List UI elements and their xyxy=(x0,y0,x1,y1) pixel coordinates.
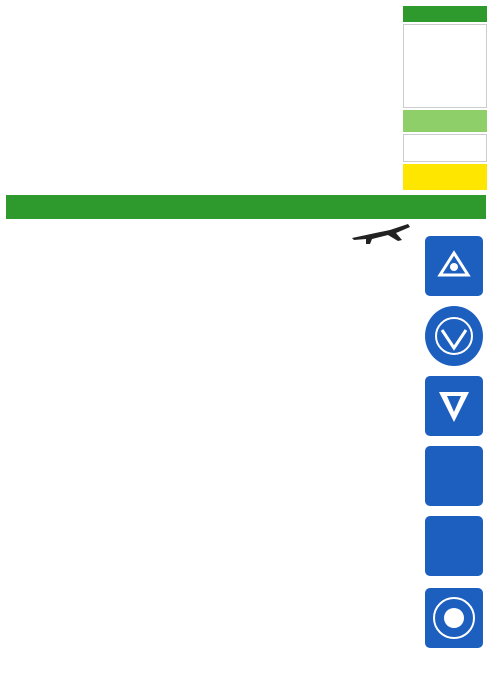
association-icon xyxy=(430,594,478,642)
legend-depth-box xyxy=(403,24,487,108)
diver-icon xyxy=(436,249,472,283)
instructor-association-logo xyxy=(425,588,483,648)
barakuda-logo xyxy=(425,376,483,436)
vit-logo xyxy=(425,446,483,506)
airplane-icon xyxy=(350,220,412,246)
arrows xyxy=(62,352,352,370)
fst-logo xyxy=(425,516,483,576)
emblem-icon xyxy=(432,314,476,358)
banner xyxy=(6,195,486,219)
legend-deco-stop xyxy=(403,134,487,162)
legend-bottom-time xyxy=(403,110,487,132)
legend-ndl-label xyxy=(404,31,474,33)
emblem-logo xyxy=(425,306,483,366)
vdst-logo xyxy=(425,236,483,296)
deco-depth-header xyxy=(403,6,487,22)
legend-rep-group xyxy=(403,164,487,190)
barakuda-icon xyxy=(435,388,473,424)
